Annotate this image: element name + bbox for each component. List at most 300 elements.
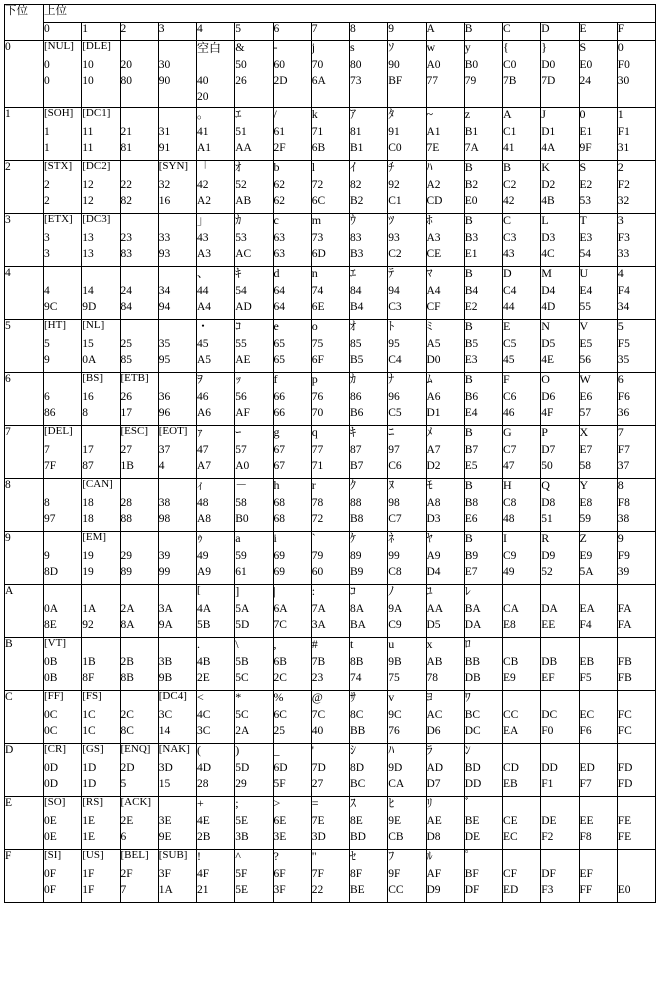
code-cell-91 [388, 108, 426, 161]
cell-glyph: } [541, 41, 548, 54]
cell-code-primary: 6A [273, 603, 288, 615]
cell-glyph: ﾖ [426, 691, 433, 704]
cell-code-secondary: AB [235, 195, 252, 207]
code-cell-DF [541, 850, 579, 903]
cell-code-secondary: 48 [503, 513, 515, 525]
code-cell-19 [82, 532, 120, 585]
code-cell-9B [388, 638, 426, 691]
cell-code-primary: 5C [235, 709, 249, 721]
cell-glyph [121, 267, 158, 282]
cell-code-secondary: FA [617, 619, 632, 631]
code-cell-29 [120, 532, 158, 585]
cell-glyph [159, 585, 196, 600]
code-cell-4D [197, 744, 235, 797]
cell-glyph [159, 797, 196, 812]
code-cell-BB [464, 638, 502, 691]
cell-code-secondary: A9 [197, 566, 212, 578]
code-cell-61 [273, 108, 311, 161]
cell-code-secondary: FC [617, 725, 632, 737]
cell-glyph [159, 108, 196, 123]
code-cell-03 [44, 214, 82, 267]
cell-code-primary: B7 [464, 444, 479, 456]
cell-code-secondary: DF [464, 884, 480, 896]
cell-glyph [503, 850, 540, 865]
code-cell-04 [44, 267, 82, 320]
cell-code-secondary: 73 [350, 75, 362, 87]
cell-glyph [82, 267, 119, 282]
cell-glyph: ｴ [350, 267, 357, 280]
cell-code-primary: 52 [235, 179, 247, 191]
column-header-B: B [464, 23, 502, 41]
cell-code-primary: 46 [197, 391, 209, 403]
code-cell-45 [197, 320, 235, 373]
cell-glyph: [BEL] [120, 850, 149, 861]
cell-glyph [159, 373, 196, 388]
cell-code-secondary: 5 [120, 778, 127, 790]
cell-code-primary: 65 [273, 338, 285, 350]
cell-glyph [44, 585, 81, 600]
cell-code-secondary: E1 [464, 248, 478, 260]
cell-code-secondary: AD [235, 301, 252, 313]
cell-code-primary: 90 [388, 59, 400, 71]
cell-code-primary: 10 [82, 59, 94, 71]
cell-glyph [580, 585, 617, 600]
cell-glyph: ﾕ [426, 585, 433, 598]
cell-code-primary: 8C [350, 709, 364, 721]
cell-code-secondary: 69 [273, 566, 285, 578]
code-cell-94 [388, 267, 426, 320]
cell-glyph: ﾟ [464, 850, 471, 863]
cell-code-secondary: 26 [235, 75, 247, 87]
code-cell-A8 [426, 479, 464, 532]
code-cell-DB [541, 638, 579, 691]
cell-code-primary: 21 [120, 126, 132, 138]
cell-code-secondary: 35 [617, 354, 630, 366]
column-header-3: 3 [158, 23, 196, 41]
code-cell-3E [158, 797, 196, 850]
cell-glyph: [CR] [44, 744, 66, 755]
cell-glyph: ｶ [235, 214, 242, 227]
row-header-7: 7 [5, 426, 44, 479]
cell-code-primary: AC [426, 709, 443, 721]
code-cell-85 [350, 320, 388, 373]
code-cell-B4 [464, 267, 502, 320]
code-cell-20 [120, 41, 158, 108]
cell-code-secondary: CD [426, 195, 443, 207]
code-cell-E5 [579, 320, 617, 373]
cell-code-primary: A6 [426, 391, 441, 403]
code-cell-C8 [503, 479, 541, 532]
cell-code-secondary: 6D [311, 248, 326, 260]
cell-code-primary: 1E [82, 815, 96, 827]
cell-code-primary: 28 [120, 497, 132, 509]
cell-code-primary: FD [617, 762, 633, 774]
code-cell-D0 [541, 41, 579, 108]
code-cell-63 [273, 214, 311, 267]
cell-code-secondary: 55 [579, 301, 591, 313]
code-cell-77 [311, 426, 349, 479]
cell-code-secondary: 63 [273, 248, 285, 260]
cell-code-primary: 34 [158, 285, 171, 297]
cell-code-primary: ED [579, 762, 595, 774]
code-cell-F5 [617, 320, 655, 373]
cell-code-primary: CB [503, 656, 519, 668]
code-cell-31 [158, 108, 196, 161]
code-cell-D7 [541, 426, 579, 479]
cell-code-secondary: 72 [311, 513, 324, 525]
cell-glyph [159, 638, 196, 653]
cell-code-secondary: 42 [503, 195, 515, 207]
cell-code-primary: 6D [273, 762, 288, 774]
cell-code-primary: EE [579, 815, 594, 827]
cell-glyph: c [273, 214, 279, 227]
code-cell-EB [579, 638, 617, 691]
cell-code-secondary: 2D [273, 75, 288, 87]
cell-code-primary: 63 [273, 232, 285, 244]
cell-code-primary: 72 [311, 179, 324, 191]
cell-code-secondary: 44 [503, 301, 515, 313]
code-cell-84 [350, 267, 388, 320]
code-cell-87 [350, 426, 388, 479]
cell-glyph: | [273, 585, 276, 598]
code-cell-B6 [464, 373, 502, 426]
cell-code-secondary: 7E [426, 142, 440, 154]
cell-code-primary: C9 [503, 550, 517, 562]
code-cell-0A [44, 585, 82, 638]
code-cell-F9 [617, 532, 655, 585]
cell-code-primary: 7D [311, 762, 326, 774]
cell-glyph [618, 797, 655, 812]
cell-glyph: Z [579, 532, 587, 545]
cell-glyph: [GS] [82, 744, 104, 755]
cell-code-secondary: 22 [311, 884, 324, 896]
cell-code-primary: 6B [273, 656, 287, 668]
character-code-table [4, 4, 656, 903]
code-cell-60 [273, 41, 311, 108]
cell-glyph: & [235, 41, 245, 54]
cell-code-secondary: 4F [541, 407, 554, 419]
cell-code-secondary: 4C [541, 248, 555, 260]
cell-code-primary: E7 [579, 444, 593, 456]
cell-code-secondary: EF [541, 672, 555, 684]
cell-code-primary: 2F [120, 868, 133, 880]
cell-glyph [541, 797, 578, 812]
table-row [5, 161, 656, 214]
cell-glyph: a [235, 532, 241, 545]
cell-code-primary: 0 [44, 59, 50, 71]
cell-glyph: z [464, 108, 471, 121]
cell-code-primary: C3 [503, 232, 517, 244]
code-cell-3B [158, 638, 196, 691]
cell-code-primary: 89 [350, 550, 362, 562]
cell-code-secondary: 6C [311, 195, 326, 207]
cell-glyph: x [426, 638, 433, 651]
code-cell-38 [158, 479, 196, 532]
cell-glyph: ( [197, 744, 201, 757]
cell-glyph: @ [311, 691, 323, 704]
code-cell-C3 [503, 214, 541, 267]
cell-glyph: ｴ [235, 108, 242, 121]
cell-code-secondary: 2A [235, 725, 250, 737]
code-cell-71 [311, 108, 349, 161]
cell-glyph: ﾂ [388, 214, 395, 227]
cell-code-secondary: C1 [388, 195, 402, 207]
cell-glyph: ｩ [197, 532, 204, 545]
cell-code-primary: C4 [503, 285, 517, 297]
code-cell-BE [464, 797, 502, 850]
cell-code-primary: A0 [426, 59, 441, 71]
cell-glyph: q [311, 426, 318, 439]
cell-glyph: [DLE] [82, 41, 111, 52]
cell-code-secondary: 1F [82, 884, 95, 896]
cell-glyph: ﾋ [388, 797, 395, 810]
code-cell-DD [541, 744, 579, 797]
cell-code-primary: F6 [617, 391, 630, 403]
code-cell-48 [197, 479, 235, 532]
cell-code-secondary: 0C [44, 725, 58, 737]
code-cell-E7 [579, 426, 617, 479]
code-cell-0C [44, 691, 82, 744]
cell-glyph: ~ [426, 108, 433, 121]
column-header-A: A [426, 23, 464, 41]
cell-glyph: ] [235, 585, 240, 598]
cell-code-secondary: F1 [541, 778, 554, 790]
cell-glyph [618, 744, 655, 759]
cell-code-secondary: 43 [503, 248, 515, 260]
cell-code-secondary: 49 [503, 566, 515, 578]
cell-code-primary: E6 [579, 391, 593, 403]
cell-code-primary: E3 [579, 232, 593, 244]
code-cell-CE [503, 797, 541, 850]
code-cell-3F [158, 850, 196, 903]
code-cell-79 [311, 532, 349, 585]
code-cell-67 [273, 426, 311, 479]
code-cell-9F [388, 850, 426, 903]
cell-glyph: i [273, 532, 277, 545]
code-cell-F3 [617, 214, 655, 267]
code-cell-47 [197, 426, 235, 479]
cell-glyph: ｺ [350, 585, 357, 598]
cell-glyph: ｿ [388, 41, 395, 54]
cell-code-secondary: 88 [120, 513, 132, 525]
cell-code-primary: 44 [197, 285, 209, 297]
cell-code-secondary: 96 [158, 407, 171, 419]
cell-code-secondary: 78 [426, 672, 438, 684]
cell-code-secondary: A0 [235, 460, 250, 472]
cell-code-secondary: 1B [120, 460, 134, 472]
code-cell-C0 [503, 41, 541, 108]
cell-code-secondary: 4D [541, 301, 556, 313]
cell-code-primary: 7A [311, 603, 326, 615]
cell-code-secondary: 9A [158, 619, 173, 631]
cell-code-secondary: DA [464, 619, 482, 631]
cell-code-primary: 76 [311, 391, 324, 403]
code-cell-2B [120, 638, 158, 691]
cell-code-secondary: 94 [158, 301, 171, 313]
cell-code-secondary: 7B [503, 75, 517, 87]
cell-glyph: \ [235, 638, 239, 651]
code-cell-B5 [464, 320, 502, 373]
code-cell-FB [617, 638, 655, 691]
cell-glyph [159, 479, 196, 494]
cell-glyph [503, 797, 540, 812]
cell-code-secondary: D3 [426, 513, 441, 525]
cell-code-secondary: 66 [273, 407, 285, 419]
column-header-5: 5 [235, 23, 273, 41]
cell-code-secondary: DC [464, 725, 481, 737]
cell-glyph: ﾇ [388, 479, 395, 492]
code-cell-AD [426, 744, 464, 797]
cell-code-primary: 0B [44, 656, 58, 668]
table-row [5, 585, 656, 638]
cell-code-secondary: AA [235, 142, 252, 154]
cell-glyph: ﾊ [388, 744, 395, 757]
code-cell-E3 [579, 214, 617, 267]
cell-glyph: ｷ [235, 267, 242, 280]
cell-glyph: 9 [617, 532, 624, 545]
code-cell-CC [503, 691, 541, 744]
cell-code-secondary: 9B [158, 672, 173, 684]
code-cell-DE [541, 797, 579, 850]
cell-glyph: ｰ [235, 426, 242, 439]
cell-code-secondary: 21 [197, 884, 209, 896]
cell-code-secondary: 6F [311, 354, 324, 366]
code-cell-90 [388, 41, 426, 108]
table-row [5, 797, 656, 850]
code-cell-B2 [464, 161, 502, 214]
cell-glyph: [NUL] [44, 41, 74, 52]
cell-code-secondary: 10 [82, 75, 94, 87]
cell-code-primary: D3 [541, 232, 556, 244]
cell-code-primary: 88 [350, 497, 362, 509]
code-cell-27 [120, 426, 158, 479]
code-cell-F2 [617, 161, 655, 214]
cell-code-secondary: C8 [388, 566, 402, 578]
code-cell-95 [388, 320, 426, 373]
code-cell-4E [197, 797, 235, 850]
code-cell-50 [235, 41, 273, 108]
code-cell-39 [158, 532, 196, 585]
cell-glyph: U [579, 267, 589, 280]
cell-glyph [121, 108, 158, 123]
cell-code-primary: 71 [311, 126, 324, 138]
row-header-F: F [5, 850, 44, 903]
cell-code-secondary: D1 [426, 407, 441, 419]
cell-code-primary: 1 [44, 126, 50, 138]
cell-glyph [541, 850, 578, 865]
cell-glyph: [BS] [82, 373, 104, 384]
cell-code-secondary: 14 [158, 725, 171, 737]
cell-glyph [618, 691, 655, 706]
cell-code-primary: 43 [197, 232, 209, 244]
cell-code-secondary: A1 [197, 142, 212, 154]
cell-code-secondary: 41 [503, 142, 515, 154]
cell-code-secondary: A5 [197, 354, 212, 366]
cell-glyph: M [541, 267, 552, 280]
code-cell-72 [311, 161, 349, 214]
code-cell-AC [426, 691, 464, 744]
cell-code-secondary: B7 [350, 460, 364, 472]
cell-code-secondary: 86 [44, 407, 56, 419]
cell-code-secondary: 18 [82, 513, 94, 525]
cell-glyph: 6 [617, 373, 624, 386]
cell-code-secondary: 34 [617, 301, 630, 313]
cell-glyph: [DEL] [44, 426, 73, 437]
cell-glyph: ﾏ [426, 267, 433, 280]
table-row [5, 744, 656, 797]
cell-code-primary: 2 [44, 179, 50, 191]
cell-code-primary: 9 [44, 550, 50, 562]
code-cell-F8 [617, 479, 655, 532]
cell-code-secondary: 0A [82, 354, 97, 366]
cell-code-primary: E4 [579, 285, 593, 297]
code-cell-E8 [579, 479, 617, 532]
cell-glyph [618, 638, 655, 653]
row-header-C: C [5, 691, 44, 744]
cell-code-secondary: 71 [311, 460, 324, 472]
cell-code-primary: 62 [273, 179, 285, 191]
cell-code-primary: 45 [197, 338, 209, 350]
cell-glyph [121, 41, 158, 56]
cell-code-primary: 5D [235, 762, 250, 774]
cell-code-secondary: 15 [158, 778, 171, 790]
cell-code-secondary: BD [350, 831, 366, 843]
code-cell-0E [44, 797, 82, 850]
cell-code-secondary: 81 [120, 142, 132, 154]
cell-code-secondary: 97 [44, 513, 56, 525]
cell-code-primary: AB [426, 656, 443, 668]
cell-glyph: P [541, 426, 548, 439]
cell-code-primary: 0F [44, 868, 57, 880]
cell-glyph: u [388, 638, 395, 651]
row-header-5: 5 [5, 320, 44, 373]
code-cell-D1 [541, 108, 579, 161]
cell-glyph: ﾗ [426, 744, 433, 757]
cell-code-primary: 4F [197, 868, 210, 880]
cell-code-secondary: D5 [426, 619, 441, 631]
cell-glyph [580, 638, 617, 653]
cell-code-primary: 4B [197, 656, 211, 668]
cell-glyph [541, 691, 578, 706]
cell-code-primary: 69 [273, 550, 285, 562]
cell-code-secondary: ED [503, 884, 519, 896]
cell-glyph [159, 267, 196, 282]
cell-code-secondary: 16 [158, 195, 171, 207]
cell-code-secondary: E4 [464, 407, 478, 419]
cell-code-secondary: E8 [503, 619, 516, 631]
code-cell-52 [235, 161, 273, 214]
cell-code-secondary: E2 [464, 301, 478, 313]
cell-glyph: [DC4] [158, 691, 187, 702]
cell-code-secondary: 9C [44, 301, 58, 313]
code-cell-AA [426, 585, 464, 638]
code-cell-75 [311, 320, 349, 373]
cell-code-secondary: BB [350, 725, 366, 737]
code-cell-7D [311, 744, 349, 797]
code-cell-ED [579, 744, 617, 797]
cell-code-primary: CC [503, 709, 519, 721]
code-cell-BD [464, 744, 502, 797]
cell-glyph [121, 585, 158, 600]
cell-code-secondary: 13 [82, 248, 94, 260]
cell-code-secondary: C5 [388, 407, 402, 419]
cell-code-primary: 13 [82, 232, 94, 244]
cell-code-primary: 25 [120, 338, 132, 350]
cell-glyph: t [350, 638, 354, 651]
row-header-1: 1 [5, 108, 44, 161]
code-cell-2A [120, 585, 158, 638]
cell-code-secondary: CE [426, 248, 442, 260]
